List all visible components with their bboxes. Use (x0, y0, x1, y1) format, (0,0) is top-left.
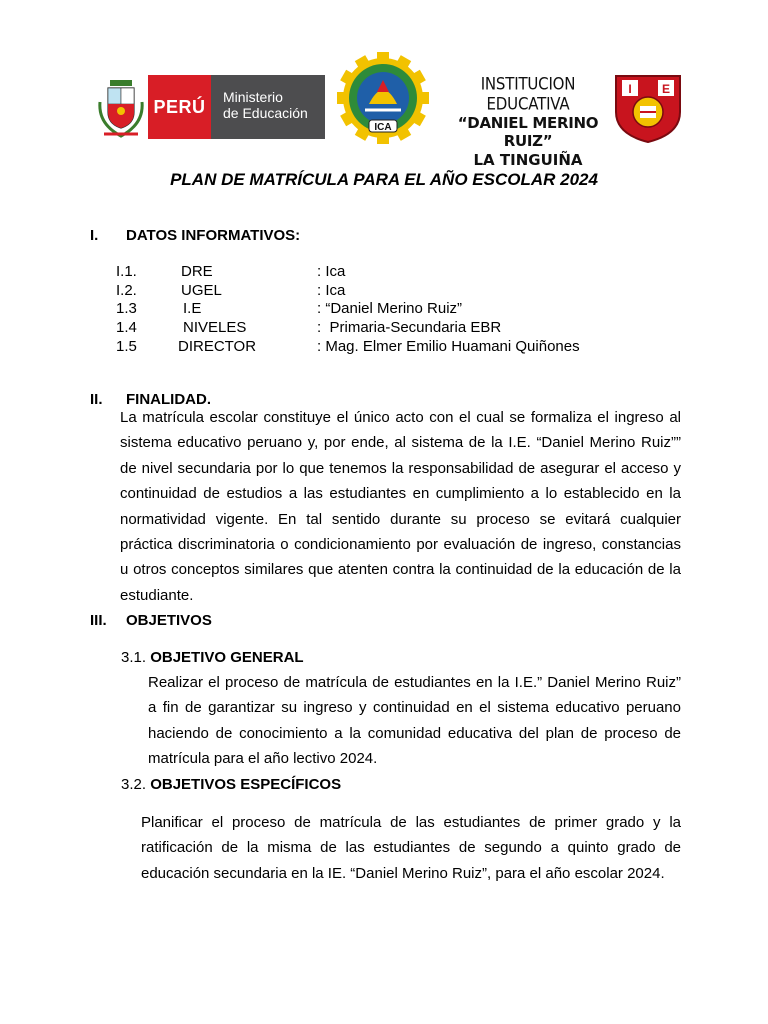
info-row-value: : Ica (317, 263, 346, 280)
peru-coat-of-arms-icon (96, 78, 146, 140)
section2-paragraph: La matrícula escolar constituye el único acto con el cual se formaliza el ingreso al sistema educativo peruano y, por ende, al sistema de la I.E. “Daniel Merino Ruiz”” de nivel secundaria por lo que tenemos la responsabilidad de asegurar el acceso y continuidad de estudios a las estudiantes en cumplimiento a lo establecido en la normatividad vigente. En tal sentido durante su proceso se evitará cualquier práctica discriminatoria o condicionamiento por evaluación de ingreso, constancias u otros conceptos similares que atenten contra la continuidad de la educación de la estudiante. (120, 409, 681, 604)
school-name-line1: INSTITUCION EDUCATIVA (480, 74, 576, 114)
info-row-value: : “Daniel Merino Ruiz” (317, 300, 463, 317)
objective-general-subheading (121, 649, 304, 666)
school-name-line2: “DANIEL MERINO RUIZ” (457, 114, 599, 150)
info-row-number: 1.5 (116, 338, 137, 355)
minedu-ministry-line2: de Educación (223, 105, 308, 121)
minedu-ministry-label (211, 75, 325, 139)
crest-letter-i: I (628, 82, 632, 96)
info-row-director (0, 338, 768, 358)
section2-number: II. (90, 391, 103, 408)
info-row-label: UGEL (181, 282, 222, 299)
objective-general-heading: OBJETIVO GENERAL (150, 649, 304, 666)
info-row-label: NIVELES (183, 319, 247, 336)
objective-specific-paragraph: Planificar el proceso de matrícula de las estudiantes de primer grado y la ratificación de la misma de las estudiantes de segundo a quinto grado de educación secundaria en la IE. “Daniel Merino Ruiz”, para el año escolar 2024. (141, 814, 681, 882)
objective-general-paragraph: Realizar el proceso de matrícula de estudiantes en la I.E.” Daniel Merino Ruiz” a fin de garantizar su ingreso y continuidad en el sistema educativo peruano haciendo de conocimiento a la comunidad educativa del plan de proceso de matrícula para el año lectivo 2024. (148, 674, 681, 768)
document-header (0, 0, 768, 169)
objective-specific-number: 3.2. (121, 776, 147, 793)
objective-general-number: 3.1. (121, 649, 147, 666)
objective-specific-subheading (121, 776, 341, 793)
info-row-number: I.2. (116, 282, 137, 299)
section2-heading: FINALIDAD. (126, 391, 211, 408)
info-row-number: I.1. (116, 263, 137, 280)
info-row-value: : Ica (317, 282, 346, 299)
ugel-logo-text: ICA (374, 122, 392, 133)
objective-specific-heading: OBJETIVOS ESPECÍFICOS (150, 776, 342, 793)
info-row-label: DRE (181, 263, 213, 280)
school-name-line3: LA TINGUIÑA (473, 151, 583, 169)
section1-heading: DATOS INFORMATIVOS: (126, 227, 301, 244)
info-row-label: DIRECTOR (178, 338, 257, 355)
info-row-ie (0, 300, 768, 320)
crest-letter-e: E (661, 82, 671, 96)
section1-number: I. (90, 227, 99, 244)
info-row-ugel (0, 282, 768, 302)
school-crest-icon (612, 72, 684, 144)
info-row-number: 1.4 (116, 319, 137, 336)
minedu-ministry-line1: Ministerio (223, 89, 283, 105)
info-row-label: I.E (183, 300, 202, 317)
info-row-dre (0, 263, 768, 283)
info-row-value: : Primaria-Secundaria EBR (317, 319, 502, 336)
school-name-block (440, 76, 616, 169)
minedu-peru-label: PERÚ (148, 75, 211, 139)
minedu-logo (148, 75, 325, 139)
ugel-gear-logo-icon (330, 52, 436, 144)
info-row-niveles (0, 319, 768, 339)
info-row-number: 1.3 (116, 300, 137, 317)
document-title: PLAN DE MATRÍCULA PARA EL AÑO ESCOLAR 2024 (170, 170, 598, 189)
info-row-value: : Mag. Elmer Emilio Huamani Quiñones (317, 338, 580, 355)
section3-heading: OBJETIVOS (126, 612, 212, 629)
section3-number: III. (90, 612, 107, 629)
